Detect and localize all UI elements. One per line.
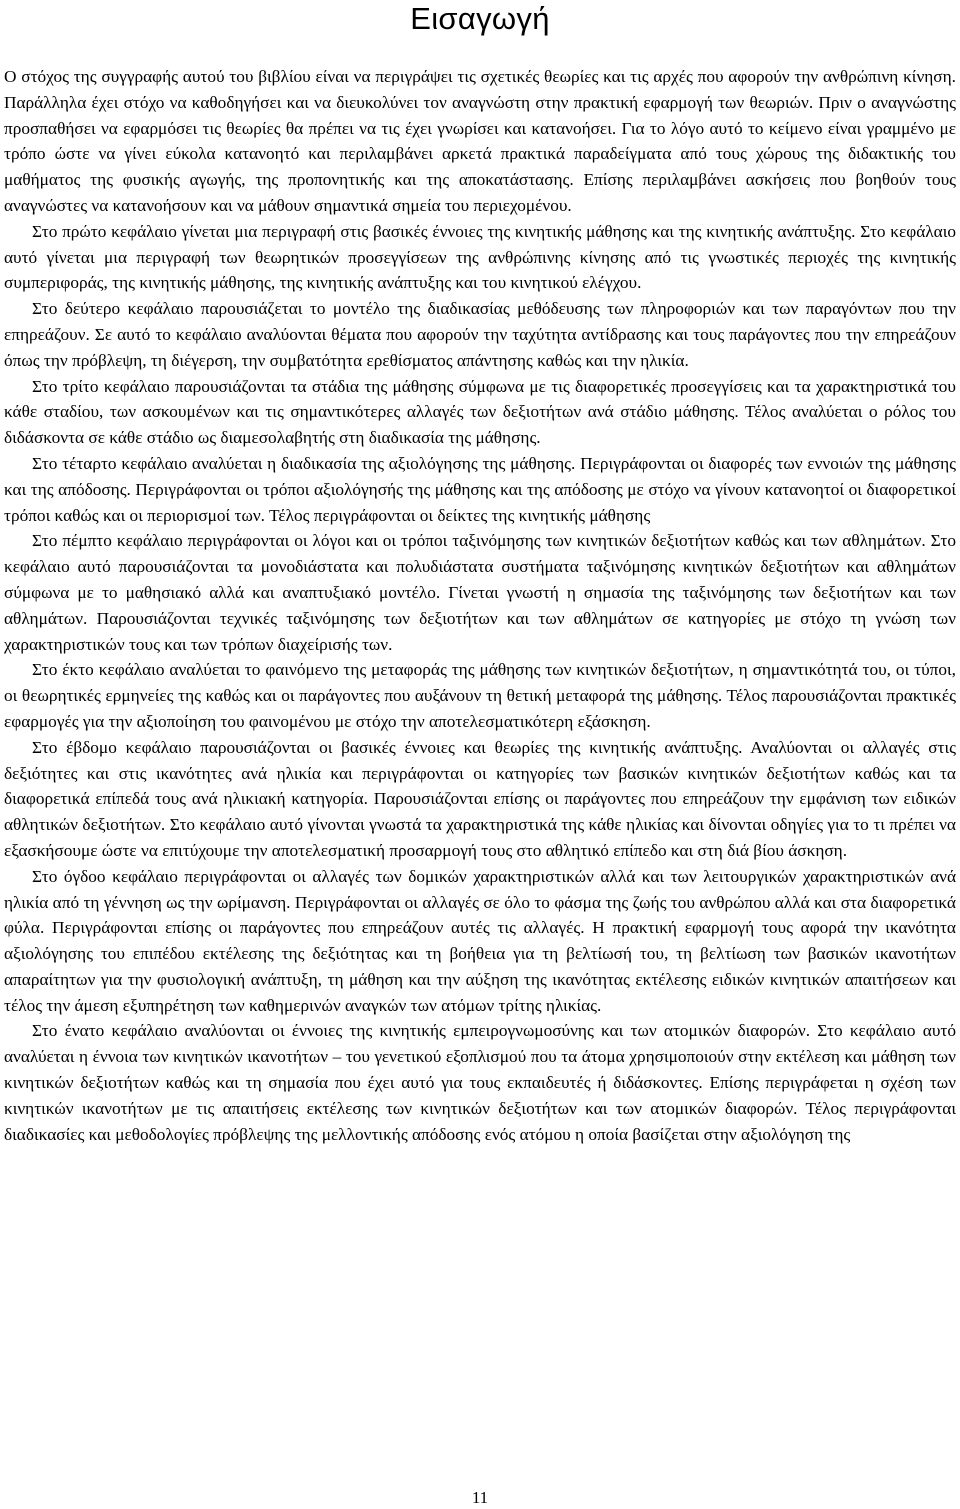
paragraph-chapter-2: Στο δεύτερο κεφάλαιο παρουσιάζεται το μοντέλο της διαδικασίας μεθόδευσης των πληροφοριών και των παραγόντων που την επηρεάζουν. Σε αυτό το κεφάλαιο αναλύονται θέματα που αφορούν την ταχύτητα αντίδρασης και τους παράγοντες που την επηρεάζουν όπως την πρόβλεψη, τη διέγερση, την συμβατότητα ερεθίσματος απάντησης καθώς και την ηλικία. — [4, 299, 956, 370]
paragraph-chapter-3: Στο τρίτο κεφάλαιο παρουσιάζονται τα στάδια της μάθησης σύμφωνα με τις διαφορετικές προσεγγίσεις και τα χαρακτηριστικά του κάθε σταδίου, των ασκουμένων και τις σημαντικότερες αλλαγές των δεξιοτήτων ανά στάδιο μάθησης. Τέλος αναλύεται ο ρόλος του διδάσκοντα σε κάθε στάδιο ως διαμεσολαβητής στη διαδικασία της μάθησης. — [4, 376, 956, 448]
paragraph-intro: Ο στόχος της συγγραφής αυτού του βιβλίου είναι να περιγράψει τις σχετικές θεωρίες και τις αρχές που αφορούν την ανθρώπινη κίνηση. Παράλληλα έχει στόχο να καθοδηγήσει και να διευκολύνει τον αναγνώστη στην πρακτική εφαρμογή των θεωριών. Πριν ο αναγνώστης προσπαθήσει να εφαρμόσει τις θεωρίες θα πρέπει να τις έχει γνωρίσει και κατανοήσει. Για το λόγο αυτό το κείμενο είναι γραμμένο με τρόπο ώστε να γίνει εύκολα κατανοητό και περιλαμβάνει αρκετά πρακτικά παραδείγματα από τους χώρους της διδακτικής του μαθήματος της φυσικής αγωγής, της προπονητικής και της αποκατάστασης. Επίσης περιλαμβάνει ασκήσεις που βοηθούν τους αναγνώστες να κατανοήσουν και να μάθουν σημαντικά σημεία του περιεχομένου. — [4, 67, 956, 215]
paragraph-chapter-1: Στο πρώτο κεφάλαιο γίνεται μια περιγραφή στις βασικές έννοιες της κινητικής μάθησης και της κινητικής ανάπτυξης. Στο κεφάλαιο αυτό γίνεται μια περιγραφή των θεωρητικών προσεγγίσεων της ανθρώπινης κίνησης από τις γνωστικές περιοχές της κινητικής συμπεριφοράς, της κινητικής μάθησης, της κινητικής ανάπτυξης και του κινητικού ελέγχου. — [4, 221, 956, 293]
page-number: 11 — [471, 1488, 489, 1507]
paragraph-chapter-9: Στο ένατο κεφάλαιο αναλύονται οι έννοιες της κινητικής εμπειρογνωμοσύνης και των ατομικών διαφορών. Στο κεφάλαιο αυτό αναλύεται η έννοια των κινητικών ικανοτήτων – του γενετικού εξοπλισμού που τα άτομα χρησιμοποιούν στην εκτέλεση και μάθηση των κινητικών δεξιοτήτων καθώς και τη σημασία που έχει αυτό για τους εκπαιδευτές ή διδάσκοντες. Επίσης περιγράφεται η σχέση των κινητικών ικανοτήτων με τις απαιτήσεις εκτέλεσης των κινητικών δεξιοτήτων και των ατομικών διαφορών. Τέλος περιγράφονται διαδικασίες και μεθοδολογίες πρόβλεψης της μελλοντικής απόδοσης ενός ατόμου η οποία βασίζεται στην αξιολόγηση της — [4, 1021, 956, 1144]
paragraph-chapter-6: Στο έκτο κεφάλαιο αναλύεται το φαινόμενο της μεταφοράς της μάθησης των κινητικών δεξιοτήτων, η σημαντικότητά του, οι τύποι, οι θεωρητικές ερμηνείες της καθώς και οι παράγοντες που αυξάνουν τη θετική μεταφορά της μάθησης. Τέλος παρουσιάζονται πρακτικές εφαρμογές για την αξιοποίηση του φαινομένου με στόχο την αποτελεσματικότερη εξάσκηση. — [4, 660, 956, 731]
page-title: Εισαγωγή — [410, 1, 550, 36]
body-text — [4, 64, 956, 1147]
document-page — [4, 0, 956, 1509]
paragraph-chapter-5: Στο πέμπτο κεφάλαιο περιγράφονται οι λόγοι και οι τρόποι ταξινόμησης των κινητικών δεξιοτήτων καθώς και των αθλημάτων. Στο κεφάλαιο αυτό παρουσιάζονται τα μονοδιάστατα και πολυδιάστατα συστήματα ταξινόμησης κινητικών δεξιοτήτων και αθλημάτων σύμφωνα με το μαθησιακό αλλά και αναπτυξιακό μοντέλο. Γίνεται γνωστή η σημασία της ταξινόμησης των δεξιοτήτων και των αθλημάτων. Παρουσιάζονται τεχνικές ταξινόμησης των δεξιοτήτων και των αθλημάτων σε κατηγορίες με στόχο τη γνώση των χαρακτηριστικών τους και των τρόπων διαχείρισής των. — [4, 531, 956, 654]
paragraph-chapter-7: Στο έβδομο κεφάλαιο παρουσιάζονται οι βασικές έννοιες και θεωρίες της κινητικής ανάπτυξης. Αναλύονται οι αλλαγές στις δεξιότητες και στις ικανότητες ανά ηλικία και περιγράφονται οι κατηγορίες των βασικών κινητικών δεξιοτήτων καθώς και τα διαφορετικά επίπεδά τους ανά ηλικιακή κατηγορία. Παρουσιάζονται επίσης οι παράγοντες που επηρεάζουν την εμφάνιση των ειδικών αθλητικών δεξιοτήτων. Στο κεφάλαιο αυτό γίνονται γνωστά τα χαρακτηριστικά της κάθε ηλικίας και δίνονται οδηγίες για το τι πρέπει να εξασκήσουμε ώστε να επιτύχουμε την αποτελεσματική προσαρμογή τους στο αθλητικό επίπεδο και στη διά βίου άσκηση. — [4, 737, 956, 860]
paragraph-chapter-8: Στο όγδοο κεφάλαιο περιγράφονται οι αλλαγές των δομικών χαρακτηριστικών αλλά και των λειτουργικών χαρακτηριστικών ανά ηλικία από τη γέννηση ως την ωρίμανση. Περιγράφονται οι αλλαγές σε όλο το φάσμα της ζωής του ανθρώπου αλλά και στα διαφορετικά φύλα. Περιγράφονται επίσης οι παράγοντες που επηρεάζουν αυτές τις αλλαγές. Η πρακτική εφαρμογή τους αφορά την ικανότητα αξιολόγησης του επιπέδου εκτέλεσης της δεξιότητας και τη βοήθεια για τη βελτίωσή του, τη βελτίωση των βασικών ικανοτήτων απαραίτητων για την φυσιολογική ανάπτυξη, τη μάθηση και την αύξηση της ικανότητας εκτέλεσης ειδικών κινητικών απαιτήσεων και τέλος την άμεση εξυπηρέτηση των καθημερινών αναγκών των ατόμων τρίτης ηλικίας. — [4, 866, 956, 1015]
paragraph-chapter-4: Στο τέταρτο κεφάλαιο αναλύεται η διαδικασία της αξιολόγησης της μάθησης. Περιγράφονται οι διαφορές των εννοιών της μάθησης και της απόδοσης. Περιγράφονται οι τρόποι αξιολόγησής της μάθησης και της απόδοσης με στόχο να γίνουν κατανοητοί οι διαφορετικοί τρόποι καθώς και οι περιορισμοί των. Τέλος περιγράφονται οι δείκτες της κινητικής μάθησης — [4, 453, 956, 525]
